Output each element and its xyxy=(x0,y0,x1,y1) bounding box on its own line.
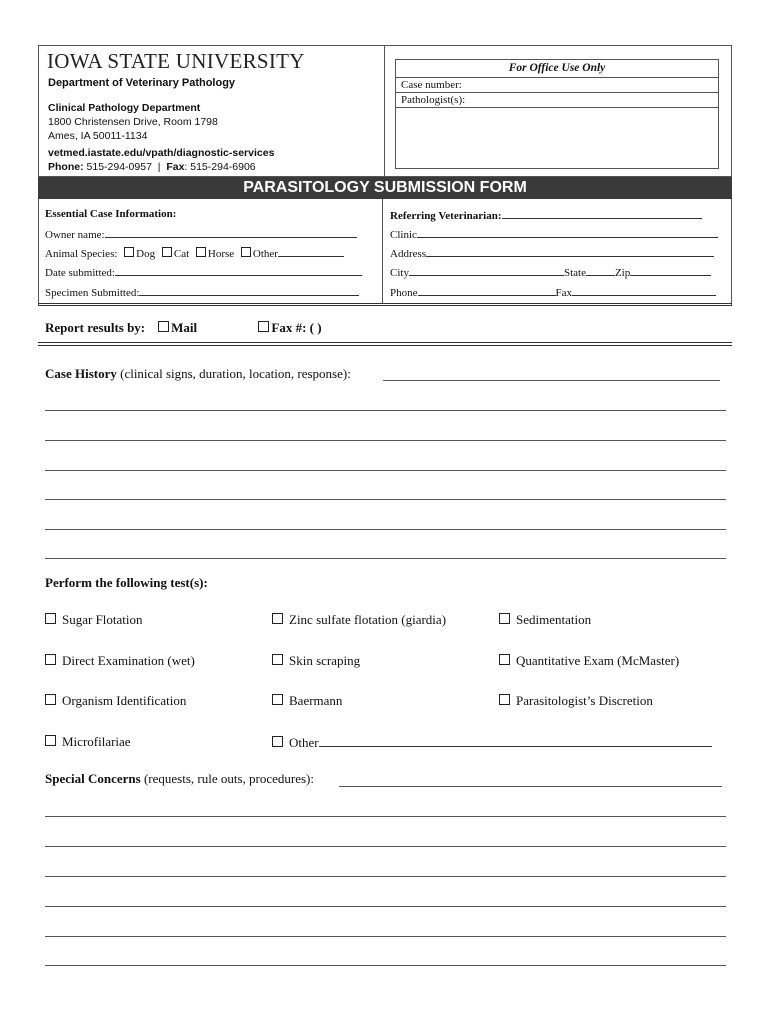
test-quantitative[interactable] xyxy=(499,653,679,669)
checkbox-icon[interactable] xyxy=(499,694,510,705)
special-concerns-label xyxy=(45,771,314,787)
mail-checkbox[interactable] xyxy=(158,321,169,332)
other-species-label: Other xyxy=(252,248,278,260)
university-logo: IOWA STATE UNIVERSITY xyxy=(47,49,305,73)
ref-phone-label: Phone xyxy=(390,287,418,299)
case-history-bold: Case History xyxy=(45,366,117,381)
test-label: Parasitologist’s Discretion xyxy=(516,693,653,708)
test-label: Microfilariae xyxy=(62,734,131,749)
fax-number: : 515-294-6906 xyxy=(184,161,256,173)
ref-fax-label: Fax xyxy=(555,287,572,299)
checkbox-icon[interactable] xyxy=(272,694,283,705)
horse-label: Horse xyxy=(207,248,235,260)
test-label: Sedimentation xyxy=(516,612,592,627)
cat-label: Cat xyxy=(173,248,190,260)
owner-label: Owner name: xyxy=(45,229,105,241)
checkbox-icon[interactable] xyxy=(272,654,283,665)
checkbox-icon[interactable] xyxy=(45,735,56,746)
info-bottom-rule xyxy=(38,303,732,306)
essential-heading: Essential Case Information: xyxy=(45,208,177,220)
case-history-hint: (clinical signs, duration, location, response): xyxy=(116,366,351,381)
case-history-line-4[interactable] xyxy=(45,499,726,500)
cat-checkbox[interactable] xyxy=(162,247,172,257)
test-label: Zinc sulfate flotation (giardia) xyxy=(289,612,447,627)
fax-label-report[interactable]: Fax #: ( ) xyxy=(271,320,322,335)
separator: | xyxy=(157,161,161,173)
case-history-line-0[interactable] xyxy=(383,380,720,381)
city-label: City xyxy=(390,267,409,279)
date-label: Date submitted: xyxy=(45,267,115,279)
special-line-3[interactable] xyxy=(45,876,726,877)
phone-fax-field[interactable] xyxy=(390,285,716,299)
special-line-2[interactable] xyxy=(45,846,726,847)
case-info-block xyxy=(38,199,732,305)
phone-label: Phone: xyxy=(48,161,84,173)
other-species-checkbox[interactable] xyxy=(241,247,251,257)
species-field xyxy=(45,246,344,260)
clinical-dept: Clinical Pathology Department xyxy=(48,102,201,114)
checkbox-icon[interactable] xyxy=(272,613,283,624)
test-skin-scraping[interactable] xyxy=(272,653,360,669)
report-results xyxy=(45,320,322,336)
case-history-line-1[interactable] xyxy=(45,410,726,411)
info-divider xyxy=(382,199,383,303)
address-line-2: Ames, IA 50011-1134 xyxy=(48,130,148,142)
pathologists-field[interactable]: Pathologist(s): xyxy=(396,93,718,108)
test-label: Sugar Flotation xyxy=(62,612,143,627)
header-divider xyxy=(384,46,385,177)
specimen-field[interactable] xyxy=(45,285,359,299)
test-direct-exam[interactable] xyxy=(45,653,195,669)
specimen-label: Specimen Submitted: xyxy=(45,287,140,299)
fax-checkbox[interactable] xyxy=(258,321,269,332)
case-history-label xyxy=(45,366,351,382)
test-sugar-flotation[interactable] xyxy=(45,612,143,628)
test-other[interactable] xyxy=(272,734,712,751)
dog-label: Dog xyxy=(136,248,156,260)
case-history-line-2[interactable] xyxy=(45,440,726,441)
special-concerns-bold: Special Concerns xyxy=(45,771,141,786)
case-history-line-6[interactable] xyxy=(45,558,726,559)
clinic-field[interactable] xyxy=(390,227,718,241)
checkbox-icon[interactable] xyxy=(45,694,56,705)
website: vetmed.iastate.edu/vpath/diagnostic-services xyxy=(48,147,275,159)
checkbox-icon[interactable] xyxy=(499,613,510,624)
horse-checkbox[interactable] xyxy=(196,247,206,257)
special-line-4[interactable] xyxy=(45,906,726,907)
state-label: State xyxy=(563,267,586,279)
referring-heading: Referring Veterinarian: xyxy=(390,210,502,222)
mail-label: Mail xyxy=(171,320,198,335)
report-label: Report results by: xyxy=(45,320,146,335)
checkbox-icon[interactable] xyxy=(45,613,56,624)
address-field[interactable] xyxy=(390,246,714,260)
office-use-title: For Office Use Only xyxy=(396,60,718,78)
address-label: Address xyxy=(390,248,427,260)
test-label: Skin scraping xyxy=(289,653,361,668)
species-label: Animal Species: xyxy=(45,248,118,260)
department-name: Department of Veterinary Pathology xyxy=(48,77,236,89)
case-history-line-3[interactable] xyxy=(45,470,726,471)
tests-heading: Perform the following test(s): xyxy=(45,575,208,590)
dog-checkbox[interactable] xyxy=(124,247,134,257)
case-number-field[interactable]: Case number: xyxy=(396,78,718,93)
contact-line xyxy=(48,161,256,173)
test-parasitologist-discretion[interactable] xyxy=(499,693,653,709)
test-baermann[interactable] xyxy=(272,693,342,709)
report-bottom-rule xyxy=(38,342,732,346)
special-line-1[interactable] xyxy=(45,816,726,817)
checkbox-icon[interactable] xyxy=(272,736,283,747)
owner-name-field[interactable] xyxy=(45,227,357,241)
special-line-0[interactable] xyxy=(339,786,722,787)
special-line-5[interactable] xyxy=(45,936,726,937)
office-use-box xyxy=(395,59,719,169)
test-label: Quantitative Exam (McMaster) xyxy=(516,653,680,668)
test-organism-id[interactable] xyxy=(45,693,186,709)
special-line-6[interactable] xyxy=(45,965,726,966)
referring-vet-field[interactable] xyxy=(390,208,702,222)
checkbox-icon[interactable] xyxy=(45,654,56,665)
test-label: Organism Identification xyxy=(62,693,187,708)
test-label: Other xyxy=(289,735,319,750)
phone-number: 515-294-0957 xyxy=(86,161,152,173)
test-zinc-sulfate[interactable] xyxy=(272,612,446,628)
special-concerns-hint: (requests, rule outs, procedures): xyxy=(140,771,314,786)
city-state-zip-field[interactable] xyxy=(390,265,711,279)
checkbox-icon[interactable] xyxy=(499,654,510,665)
address-line-1: 1800 Christensen Drive, Room 1798 xyxy=(48,116,218,128)
test-label: Direct Examination (wet) xyxy=(62,653,195,668)
test-label: Baermann xyxy=(289,693,343,708)
test-microfilariae[interactable] xyxy=(45,734,131,750)
test-sedimentation[interactable] xyxy=(499,612,591,628)
form-title: PARASITOLOGY SUBMISSION FORM xyxy=(38,177,732,199)
zip-label: Zip xyxy=(614,267,631,279)
case-history-line-5[interactable] xyxy=(45,529,726,530)
clinic-label: Clinic xyxy=(390,229,417,241)
date-submitted-field[interactable] xyxy=(45,265,362,279)
header-box xyxy=(38,45,732,177)
fax-label: Fax xyxy=(166,161,185,173)
